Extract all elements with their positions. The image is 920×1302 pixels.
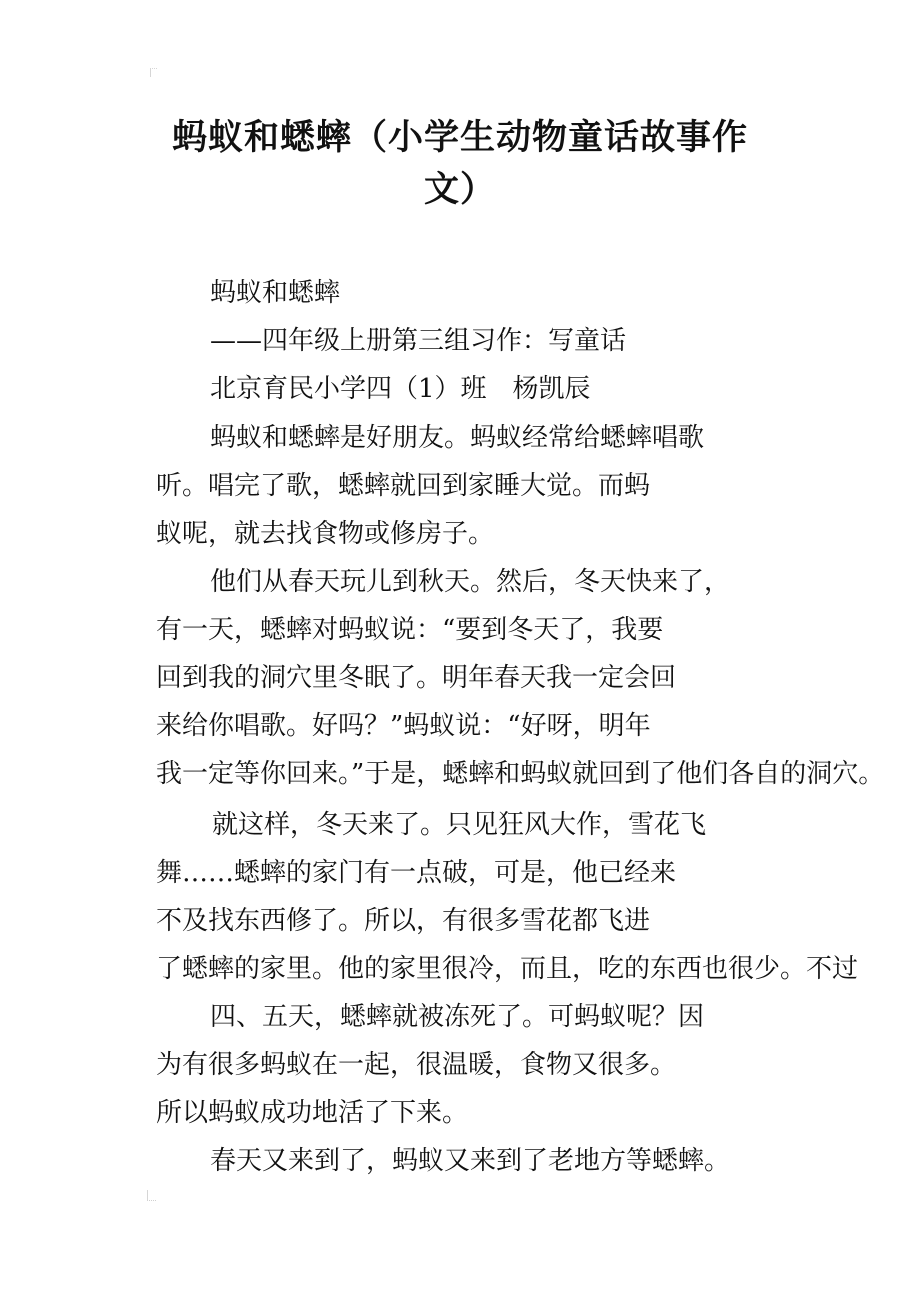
paragraph-3-line-4: 了蟋蟀的家里。他的家里很冷，而且，吃的东西也很少。不过 [156, 954, 859, 984]
paragraph-2-line-5: 我一定等你回来。”于是，蟋蟀和蚂蚁就回到了他们各自的洞穴。 [156, 759, 885, 789]
paragraph-2-line-2: 有一天，蟋蟀对蚂蚁说：“要到冬天了，我要 [156, 615, 664, 645]
author-line: 北京育民小学四（1）班 杨凯辰 [210, 374, 591, 404]
scan-corner-mark [150, 68, 157, 77]
paragraph-1-line-1: 蚂蚁和蟋蟀是好朋友。蚂蚁经常给蟋蟀唱歌 [210, 423, 705, 453]
document-title: 蚂蚁和蟋蟀（小学生动物童话故事作文） [171, 118, 748, 210]
paragraph-2-line-4: 来给你唱歌。好吗？”蚂蚁说：“好呀，明年 [156, 711, 651, 741]
paragraph-4-line-3: 所以蚂蚁成功地活了下来。 [156, 1098, 469, 1128]
scan-corner-mark [147, 1190, 156, 1201]
paragraph-4-line-2: 为有很多蚂蚁在一起，很温暖，食物又很多。 [156, 1050, 677, 1080]
paragraph-3-line-2: 舞……蟋蟀的家门有一点破，可是，他已经来 [156, 858, 677, 888]
story-subtitle: 蚂蚁和蟋蟀 [210, 278, 341, 308]
paragraph-2-line-1: 他们从春天玩儿到秋天。然后，冬天快来了， [210, 567, 731, 597]
paragraph-5-line-1: 春天又来到了，蚂蚁又来到了老地方等蟋蟀。 [210, 1146, 731, 1176]
paragraph-3-line-1: 就这样，冬天来了。只见狂风大作，雪花飞 [212, 810, 707, 840]
paragraph-4-line-1: 四、五天，蟋蟀就被冻死了。可蚂蚁呢？因 [210, 1002, 705, 1032]
paragraph-1-line-2: 听。唱完了歌，蟋蟀就回到家睡大觉。而蚂 [156, 471, 651, 501]
paragraph-2-line-3: 回到我的洞穴里冬眠了。明年春天我一定会回 [156, 663, 677, 693]
paragraph-1-line-3: 蚁呢，就去找食物或修房子。 [156, 519, 495, 549]
assignment-line: ——四年级上册第三组习作：写童话 [210, 326, 627, 356]
paragraph-3-line-3: 不及找东西修了。所以，有很多雪花都飞进 [156, 906, 651, 936]
